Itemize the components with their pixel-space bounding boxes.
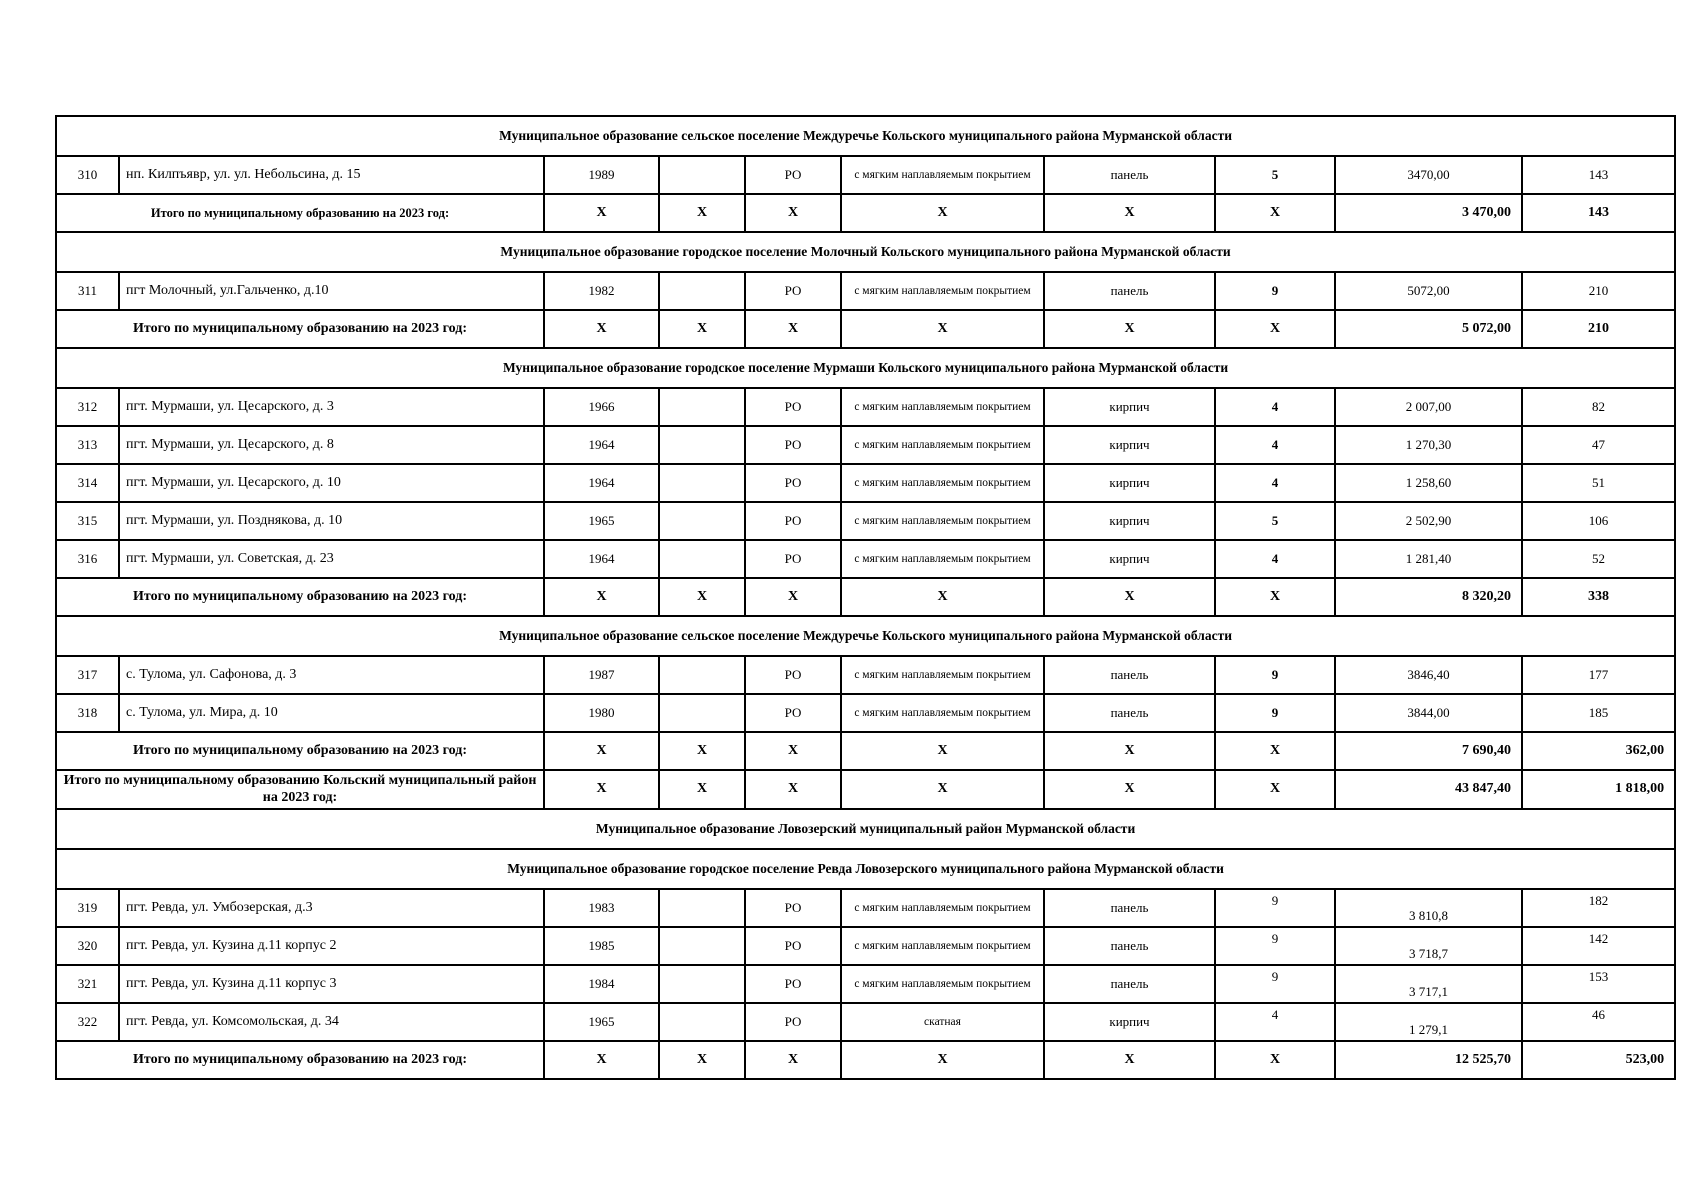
x-mark: X [544,194,659,232]
x-mark: X [841,194,1044,232]
table-row [56,656,1675,694]
wall-material-cell: кирпич [1044,388,1215,426]
section-heading-row [56,809,1675,849]
x-mark: X [841,770,1044,809]
address-cell: пгт. Мурмаши, ул. Цесарского, д. 8 [119,426,544,464]
wall-material-cell: панель [1044,965,1215,1003]
floors-cell: 9 [1215,927,1335,965]
address-cell: пгт Молочный, ул.Гальченко, д.10 [119,272,544,310]
total-row [56,578,1675,616]
area-cell: 5072,00 [1335,272,1522,310]
housing-table [55,115,1676,1080]
empty-cell [659,927,745,965]
area-cell: 3 717,1 [1335,965,1522,1003]
table-row [56,502,1675,540]
year-cell: 1989 [544,156,659,194]
x-mark: X [1215,310,1335,348]
ro-cell: РО [745,388,841,426]
residents-cell: 143 [1522,156,1675,194]
floors-cell: 4 [1215,426,1335,464]
address-cell: пгт. Мурмаши, ул. Позднякова, д. 10 [119,502,544,540]
floors-cell: 9 [1215,694,1335,732]
total-label: Итого по муниципальному образованию на 2023 год: [56,578,544,616]
section-heading-row [56,348,1675,388]
roof-type-cell: с мягким наплавляемым покрытием [841,656,1044,694]
area-cell: 3844,00 [1335,694,1522,732]
ro-cell: РО [745,694,841,732]
row-number: 314 [56,464,119,502]
empty-cell [659,502,745,540]
row-number: 322 [56,1003,119,1041]
area-cell: 3846,40 [1335,656,1522,694]
x-mark: X [841,578,1044,616]
roof-type-cell: с мягким наплавляемым покрытием [841,889,1044,927]
area-cell: 2 502,90 [1335,502,1522,540]
total-row [56,310,1675,348]
roof-type-cell: с мягким наплавляемым покрытием [841,426,1044,464]
residents-cell: 185 [1522,694,1675,732]
address-cell: пгт. Мурмаши, ул. Цесарского, д. 3 [119,388,544,426]
row-number: 316 [56,540,119,578]
x-mark: X [841,732,1044,770]
x-mark: X [1215,732,1335,770]
year-cell: 1966 [544,388,659,426]
wall-material-cell: панель [1044,272,1215,310]
year-cell: 1964 [544,464,659,502]
empty-cell [659,464,745,502]
x-mark: X [544,578,659,616]
residents-cell: 47 [1522,426,1675,464]
residents-cell: 142 [1522,927,1675,965]
x-mark: X [1044,770,1215,809]
x-mark: X [1215,578,1335,616]
wall-material-cell: панель [1044,156,1215,194]
residents-cell: 51 [1522,464,1675,502]
address-cell: нп. Килпъявр, ул. ул. Небольсина, д. 15 [119,156,544,194]
ro-cell: РО [745,540,841,578]
roof-type-cell: с мягким наплавляемым покрытием [841,502,1044,540]
roof-type-cell: с мягким наплавляемым покрытием [841,464,1044,502]
x-mark: X [841,1041,1044,1079]
year-cell: 1965 [544,502,659,540]
year-cell: 1964 [544,540,659,578]
floors-cell: 4 [1215,540,1335,578]
row-number: 315 [56,502,119,540]
total-residents: 210 [1522,310,1675,348]
total-label: Итого по муниципальному образованию на 2023 год: [56,310,544,348]
x-mark: X [1044,194,1215,232]
total-residents: 143 [1522,194,1675,232]
roof-type-cell: с мягким наплавляемым покрытием [841,965,1044,1003]
table-row [56,927,1675,965]
section-heading: Муниципальное образование сельское поселение Междуречье Кольского муниципального района Мурманской области [56,616,1675,656]
area-cell: 3 718,7 [1335,927,1522,965]
total-row [56,1041,1675,1079]
address-cell: пгт. Ревда, ул. Комсомольская, д. 34 [119,1003,544,1041]
x-mark: X [544,310,659,348]
x-mark: X [745,770,841,809]
x-mark: X [1044,310,1215,348]
x-mark: X [745,732,841,770]
ro-cell: РО [745,502,841,540]
floors-cell: 4 [1215,388,1335,426]
row-number: 313 [56,426,119,464]
address-cell: пгт. Ревда, ул. Кузина д.11 корпус 3 [119,965,544,1003]
wall-material-cell: кирпич [1044,502,1215,540]
table-row [56,694,1675,732]
row-number: 311 [56,272,119,310]
section-heading: Муниципальное образование сельское поселение Междуречье Кольского муниципального района Мурманской области [56,116,1675,156]
wall-material-cell: кирпич [1044,426,1215,464]
x-mark: X [1215,770,1335,809]
x-mark: X [745,578,841,616]
roof-type-cell: с мягким наплавляемым покрытием [841,927,1044,965]
ro-cell: РО [745,426,841,464]
table-row [56,388,1675,426]
floors-cell: 9 [1215,272,1335,310]
ro-cell: РО [745,656,841,694]
row-number: 321 [56,965,119,1003]
wall-material-cell: панель [1044,656,1215,694]
total-label: Итого по муниципальному образованию на 2023 год: [56,194,544,232]
table-row [56,889,1675,927]
floors-cell: 4 [1215,1003,1335,1041]
ro-cell: РО [745,464,841,502]
residents-cell: 46 [1522,1003,1675,1041]
area-cell: 1 270,30 [1335,426,1522,464]
area-cell: 3 810,8 [1335,889,1522,927]
table-row [56,540,1675,578]
ro-cell: РО [745,156,841,194]
x-mark: X [1044,1041,1215,1079]
x-mark: X [1044,578,1215,616]
residents-cell: 52 [1522,540,1675,578]
total-label: Итого по муниципальному образованию Кольский муниципальный район на 2023 год: [56,770,544,809]
residents-cell: 82 [1522,388,1675,426]
total-row [56,732,1675,770]
section-heading: Муниципальное образование Ловозерский муниципальный район Мурманской области [56,809,1675,849]
floors-cell: 5 [1215,156,1335,194]
x-mark: X [544,770,659,809]
address-cell: пгт. Ревда, ул. Умбозерская, д.3 [119,889,544,927]
year-cell: 1965 [544,1003,659,1041]
floors-cell: 4 [1215,464,1335,502]
floors-cell: 5 [1215,502,1335,540]
x-mark: X [659,194,745,232]
wall-material-cell: кирпич [1044,464,1215,502]
floors-cell: 9 [1215,889,1335,927]
empty-cell [659,1003,745,1041]
x-mark: X [1215,194,1335,232]
total-residents: 362,00 [1522,732,1675,770]
document-sheet [55,115,1674,1080]
table-row [56,272,1675,310]
residents-cell: 182 [1522,889,1675,927]
empty-cell [659,272,745,310]
address-cell: с. Тулома, ул. Сафонова, д. 3 [119,656,544,694]
total-residents: 523,00 [1522,1041,1675,1079]
section-heading-row [56,616,1675,656]
wall-material-cell: кирпич [1044,540,1215,578]
row-number: 320 [56,927,119,965]
empty-cell [659,426,745,464]
total-area: 3 470,00 [1335,194,1522,232]
ro-cell: РО [745,927,841,965]
total-residents: 338 [1522,578,1675,616]
row-number: 319 [56,889,119,927]
residents-cell: 177 [1522,656,1675,694]
section-heading-row [56,232,1675,272]
section-heading-row [56,849,1675,889]
table-row [56,965,1675,1003]
row-number: 310 [56,156,119,194]
roof-type-cell: скатная [841,1003,1044,1041]
total-row [56,770,1675,809]
year-cell: 1984 [544,965,659,1003]
empty-cell [659,388,745,426]
row-number: 312 [56,388,119,426]
x-mark: X [659,770,745,809]
table-row [56,426,1675,464]
wall-material-cell: кирпич [1044,1003,1215,1041]
x-mark: X [745,310,841,348]
empty-cell [659,694,745,732]
total-area: 12 525,70 [1335,1041,1522,1079]
x-mark: X [841,310,1044,348]
year-cell: 1980 [544,694,659,732]
x-mark: X [659,578,745,616]
year-cell: 1982 [544,272,659,310]
wall-material-cell: панель [1044,889,1215,927]
table-row [56,1003,1675,1041]
area-cell: 1 279,1 [1335,1003,1522,1041]
section-heading: Муниципальное образование городское поселение Ревда Ловозерского муниципального района Мурманской области [56,849,1675,889]
area-cell: 1 258,60 [1335,464,1522,502]
x-mark: X [745,1041,841,1079]
ro-cell: РО [745,889,841,927]
address-cell: пгт. Мурмаши, ул. Советская, д. 23 [119,540,544,578]
address-cell: с. Тулома, ул. Мира, д. 10 [119,694,544,732]
section-heading: Муниципальное образование городское поселение Молочный Кольского муниципального района Мурманской области [56,232,1675,272]
empty-cell [659,889,745,927]
residents-cell: 106 [1522,502,1675,540]
roof-type-cell: с мягким наплавляемым покрытием [841,156,1044,194]
ro-cell: РО [745,965,841,1003]
empty-cell [659,656,745,694]
wall-material-cell: панель [1044,694,1215,732]
total-residents: 1 818,00 [1522,770,1675,809]
x-mark: X [659,732,745,770]
empty-cell [659,965,745,1003]
roof-type-cell: с мягким наплавляемым покрытием [841,388,1044,426]
x-mark: X [1215,1041,1335,1079]
x-mark: X [659,1041,745,1079]
roof-type-cell: с мягким наплавляемым покрытием [841,272,1044,310]
area-cell: 1 281,40 [1335,540,1522,578]
floors-cell: 9 [1215,965,1335,1003]
floors-cell: 9 [1215,656,1335,694]
x-mark: X [659,310,745,348]
row-number: 317 [56,656,119,694]
total-area: 5 072,00 [1335,310,1522,348]
year-cell: 1987 [544,656,659,694]
row-number: 318 [56,694,119,732]
section-heading-row [56,116,1675,156]
empty-cell [659,156,745,194]
table-row [56,156,1675,194]
roof-type-cell: с мягким наплавляемым покрытием [841,694,1044,732]
year-cell: 1985 [544,927,659,965]
total-area: 8 320,20 [1335,578,1522,616]
roof-type-cell: с мягким наплавляемым покрытием [841,540,1044,578]
ro-cell: РО [745,272,841,310]
total-area: 7 690,40 [1335,732,1522,770]
total-label: Итого по муниципальному образованию на 2023 год: [56,732,544,770]
address-cell: пгт. Мурмаши, ул. Цесарского, д. 10 [119,464,544,502]
year-cell: 1983 [544,889,659,927]
total-area: 43 847,40 [1335,770,1522,809]
address-cell: пгт. Ревда, ул. Кузина д.11 корпус 2 [119,927,544,965]
x-mark: X [544,732,659,770]
ro-cell: РО [745,1003,841,1041]
total-row [56,194,1675,232]
area-cell: 2 007,00 [1335,388,1522,426]
wall-material-cell: панель [1044,927,1215,965]
table-row [56,464,1675,502]
section-heading: Муниципальное образование городское поселение Мурмаши Кольского муниципального района Мурманской области [56,348,1675,388]
year-cell: 1964 [544,426,659,464]
empty-cell [659,540,745,578]
area-cell: 3470,00 [1335,156,1522,194]
x-mark: X [1044,732,1215,770]
x-mark: X [745,194,841,232]
residents-cell: 210 [1522,272,1675,310]
x-mark: X [544,1041,659,1079]
total-label: Итого по муниципальному образованию на 2023 год: [56,1041,544,1079]
residents-cell: 153 [1522,965,1675,1003]
